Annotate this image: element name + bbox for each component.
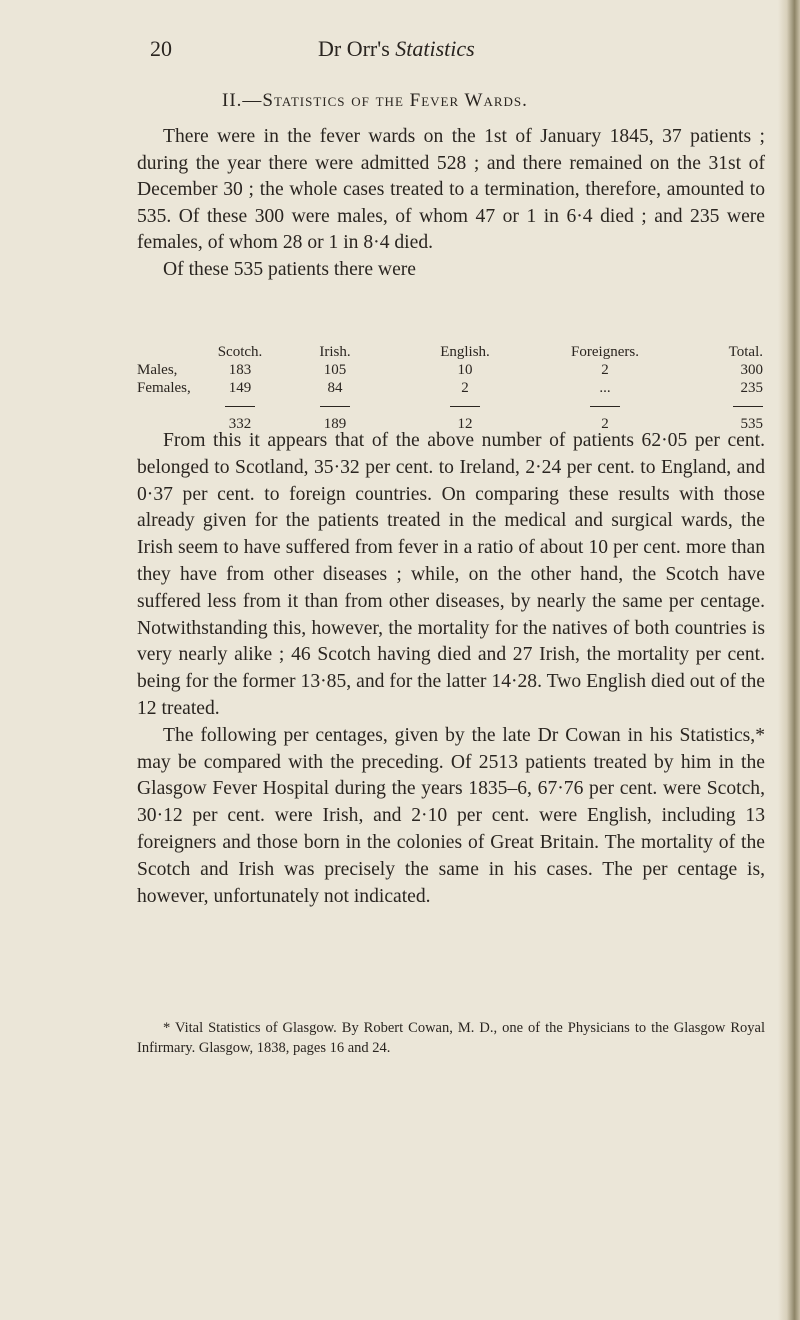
table-cell: 84 xyxy=(327,380,343,396)
page-header xyxy=(0,36,790,66)
table-rule-row xyxy=(137,397,763,415)
nationality-table xyxy=(137,343,763,433)
table-header-row xyxy=(137,343,763,361)
sum-rule xyxy=(733,406,763,407)
table-cell: 105 xyxy=(323,362,347,378)
total-cell: 12 xyxy=(457,416,473,432)
page-number: 20 xyxy=(150,36,172,61)
sum-rule xyxy=(225,406,255,407)
running-title-italic: Statistics xyxy=(395,36,475,61)
sum-rule xyxy=(320,406,350,407)
table-header: Total. xyxy=(728,344,763,360)
table-cell: 183 xyxy=(228,362,252,378)
table-cell: 300 xyxy=(740,362,763,378)
table-header: Scotch. xyxy=(217,344,263,360)
total-cell: 189 xyxy=(323,416,347,432)
table-header: Foreigners. xyxy=(571,344,639,360)
section-heading xyxy=(222,90,528,112)
table-header: Irish. xyxy=(319,344,351,360)
total-cell: 535 xyxy=(740,416,763,432)
table-header xyxy=(137,343,205,361)
paragraph-comparison: The following per centages, given by the late Dr Cowan in his Statistics,* may be compared with the preceding. Of 2513 patients treated by him in the Glasgow Fever Hospital during the years 1835–6, 67·76 per cent. were Scotch, 30·12 per cent. were Irish, and 2·10 per cent. were English, including 13 foreigners and those born in the colonies of Great Britain. The mortality of the Scotch and Irish was precisely the same in his cases. The per centage is, however, unfortunately not indicated. xyxy=(137,724,765,907)
analysis-text xyxy=(137,428,765,910)
table-cell: 2 xyxy=(461,380,469,396)
footnote: * Vital Statistics of Glasgow. By Robert Cowan, M. D., one of the Physicians to the Glasgow Royal Infirmary. Glasgow, 1838, pages 16 and 24. xyxy=(137,1020,765,1056)
row-label: Females, xyxy=(137,380,191,396)
table-cell: 10 xyxy=(457,362,473,378)
section-number: II.— xyxy=(222,90,263,111)
table-row xyxy=(137,361,763,379)
section-title: Statistics of the Fever Wards. xyxy=(262,90,528,111)
total-cell: 2 xyxy=(601,416,609,432)
intro-text xyxy=(137,124,765,284)
sum-rule xyxy=(450,406,480,407)
table-row xyxy=(137,379,763,397)
total-cell: 332 xyxy=(228,416,252,432)
paragraph-table-lead: Of these 535 patients there were xyxy=(163,258,416,280)
table-header: English. xyxy=(440,344,490,360)
row-label: Males, xyxy=(137,362,178,378)
table-cell: 2 xyxy=(601,362,609,378)
table-cell: 149 xyxy=(228,380,252,396)
running-title xyxy=(318,36,475,62)
paragraph-analysis: From this it appears that of the above number of patients 62·05 per cent. belonged to Scotland, 35·32 per cent. to Ireland, 2·24 per cent. to England, and 0·37 per cent. to foreign countries. On comparing these results with those already given for the patients treated in the medical and surgical wards, the Irish seem to have suffered from fever in a ratio of about 10 per cent. more than they have from other diseases ; while, on the other hand, the Scotch have suffered less from it than from other diseases, by nearly the same per centage. Notwithstanding this, however, the mortality for the natives of both countries is very nearly alike ; 46 Scotch having died and 27 Irish, the mortality per cent. being for the former 13·85, and for the latter 14·28. Two English died out of the 12 treated. xyxy=(137,430,765,719)
paragraph-intro: There were in the fever wards on the 1st of January 1845, 37 patients ; during the year there were admitted 528 ; and there remained on the 31st of December 30 ; the whole cases treated to a termination, therefore, amounted to 535. Of these 300 were males, of whom 47 or 1 in 6·4 died ; and 235 were females, of whom 28 or 1 in 8·4 died. xyxy=(137,126,765,254)
running-title-prefix: Dr Orr's xyxy=(318,36,396,61)
table-cell: 235 xyxy=(740,380,763,396)
table-cell: ... xyxy=(599,380,611,396)
sum-rule xyxy=(590,406,620,407)
page-edge-shadow xyxy=(778,0,800,1320)
